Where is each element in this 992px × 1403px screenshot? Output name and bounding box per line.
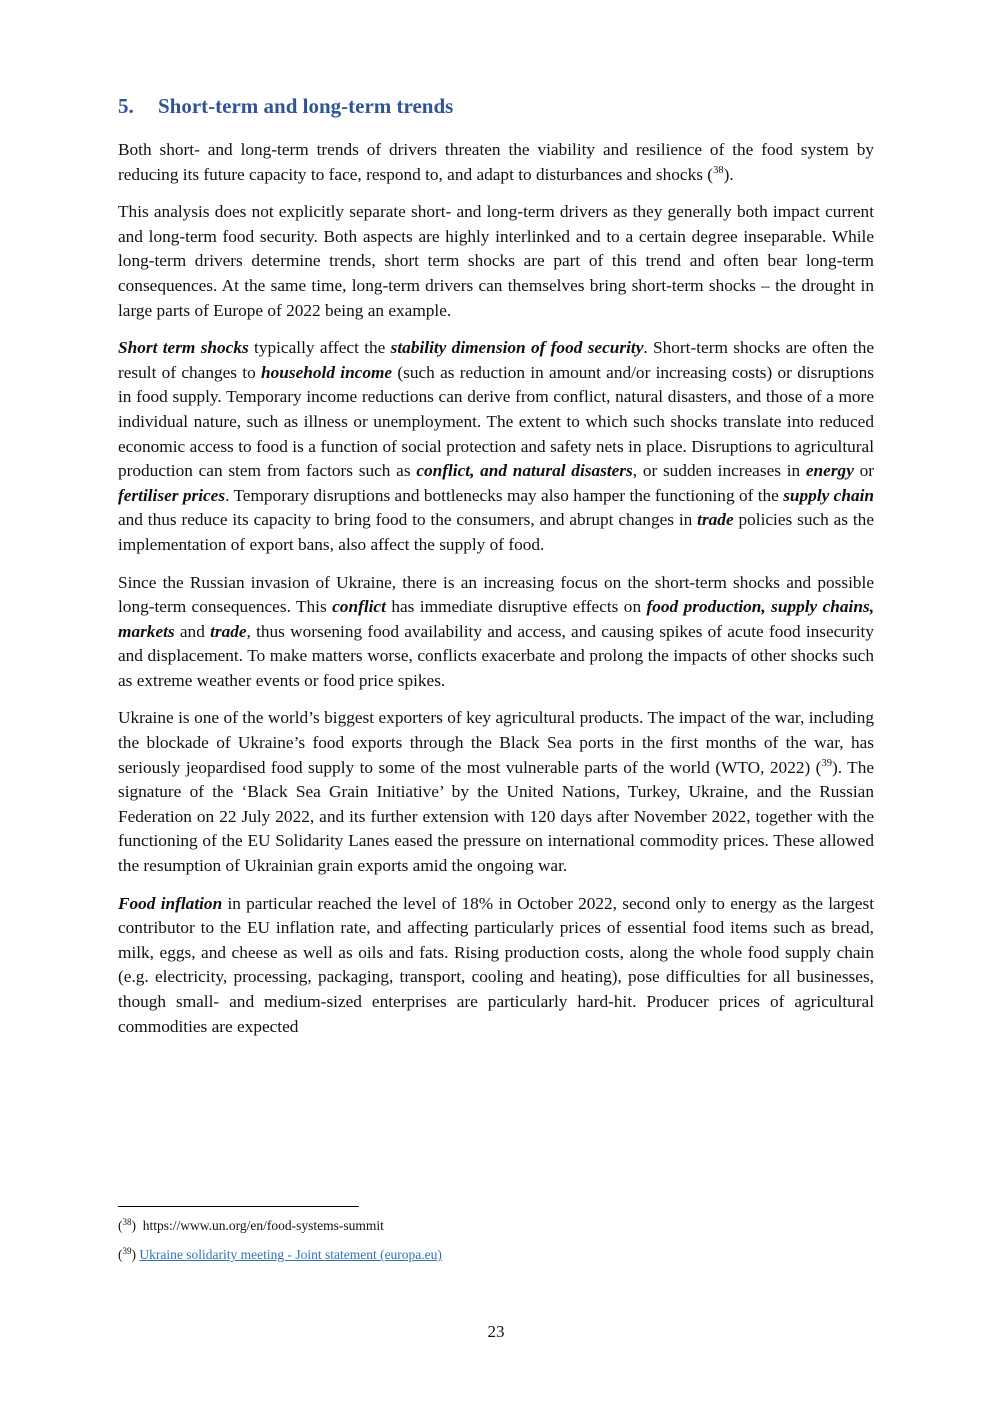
footnote-ref-38[interactable]: 38 bbox=[713, 164, 724, 176]
section-title: Short-term and long-term trends bbox=[158, 94, 454, 118]
emphasis: food production, supply chains, markets bbox=[118, 597, 875, 641]
footnote-paren: ) bbox=[131, 1247, 136, 1262]
footnote-38 bbox=[118, 1216, 874, 1235]
footnote-paren: ( bbox=[118, 1218, 123, 1233]
text-run: ). bbox=[723, 164, 734, 184]
text-run: in particular reached the level of 18% in October 2022, second only to energy as the largest contributor to the EU inflation rate, and affecting particularly prices of essential food items such as bread, milk, eggs, and cheese as well as oils and fats. Rising production costs, along the whole food supply chain (e.g. electricity, processing, packaging, transport, cooling and heating), pose difficulties for all businesses, though small- and medium-sized enterprises are particularly hard-hit. Producer prices of agricultural commodities are expected bbox=[118, 893, 874, 1036]
text-run: . Temporary disruptions and bottlenecks may also hamper the functioning of the bbox=[225, 485, 784, 505]
text-run: Both short- and long-term trends of drivers threaten the viability and resilience of the food system by reducing its future capacity to face, respond to, and adapt to disturbances and shocks ( bbox=[118, 140, 874, 184]
text-run: policies such as the implementation of export bans, also affect the supply of food. bbox=[118, 510, 874, 554]
footnote-paren: ( bbox=[118, 1247, 123, 1262]
text-run: . Short-term shocks are often the result of changes to bbox=[118, 338, 874, 382]
emphasis: fertiliser prices bbox=[118, 485, 226, 505]
paragraph-2 bbox=[118, 200, 874, 323]
paragraph-6 bbox=[118, 892, 874, 1040]
emphasis: trade bbox=[210, 621, 247, 641]
text-run: and thus reduce its capacity to bring food to the consumers, and abrupt changes in bbox=[118, 510, 698, 530]
footnote-39 bbox=[118, 1245, 874, 1264]
footnote-ref-39[interactable]: 39 bbox=[821, 757, 832, 769]
text-run: ). The signature of the ‘Black Sea Grain Initiative’ by the United Nations, Turkey, Ukraine, and the Russian Federation on 22 July 2022, and its further extension with 120 days after November 2022, together with the functioning of the EU Solidarity Lanes eased the pressure on international commodity prices. These allowed the resumption of Ukrainian grain exports amid the ongoing war. bbox=[118, 757, 875, 876]
text-run: This analysis does not explicitly separate short- and long-term drivers as they generally both impact current and long-term food security. Both aspects are highly interlinked and to a certain degree inseparable. While long-term drivers determine trends, short term shocks are part of this trend and often bear long-term consequences. At the same time, long-term drivers can themselves bring short-term shocks – the drought in large parts of Europe of 2022 being an example. bbox=[118, 202, 874, 320]
emphasis: stability dimension of food security bbox=[390, 338, 644, 358]
emphasis: supply chain bbox=[783, 485, 874, 505]
paragraph-5 bbox=[118, 706, 874, 878]
text-run: , thus worsening food availability and access, and causing spikes of acute food insecurity and displacement. To make matters worse, conflicts exacerbate and prolong the impacts of other shocks such as extreme weather events or food price spikes. bbox=[118, 621, 874, 690]
text-run: typically affect the bbox=[248, 338, 391, 358]
footnote-paren: ) bbox=[131, 1218, 136, 1233]
text-run: Since the Russian invasion of Ukraine, there is an increasing focus on the short-term shocks and possible long-term consequences. This bbox=[118, 572, 874, 617]
text-run: has immediate disruptive effects on bbox=[385, 597, 647, 617]
emphasis: trade bbox=[697, 510, 734, 530]
page-body bbox=[118, 92, 874, 1052]
emphasis: Short term shocks bbox=[118, 338, 249, 358]
text-run: (such as reduction in amount and/or increasing costs) or disruptions in food supply. Temporary income reductions can derive from conflict, natural disasters, and those of a more individual nature, such as illness or unemployment. The extent to which such shocks translate into reduced economic access to food is a function of social protection and safety nets in place. Disruptions to agricultural production can stem from factors such as bbox=[118, 362, 875, 481]
paragraph-4 bbox=[118, 571, 874, 694]
footnote-link[interactable]: Ukraine solidarity meeting - Joint statement (europa.eu) bbox=[139, 1247, 442, 1262]
emphasis: conflict bbox=[332, 597, 386, 617]
footnotes bbox=[118, 1216, 874, 1274]
footnote-number: 39 bbox=[122, 1246, 132, 1256]
footnote-number: 38 bbox=[122, 1217, 132, 1227]
paragraph-3 bbox=[118, 336, 874, 557]
emphasis: conflict, and natural disasters bbox=[416, 461, 633, 481]
paragraph-1 bbox=[118, 138, 874, 187]
text-run: , or sudden increases in bbox=[632, 461, 806, 481]
footnote-separator bbox=[118, 1206, 359, 1207]
emphasis: Food inflation bbox=[118, 893, 223, 913]
page-number: 23 bbox=[487, 1322, 505, 1341]
text-run: or bbox=[853, 461, 875, 481]
emphasis: household income bbox=[261, 362, 393, 382]
footnote-url: https://www.un.org/en/food-systems-summit bbox=[142, 1218, 384, 1233]
section-number: 5. bbox=[118, 94, 134, 118]
text-run: Ukraine is one of the world’s biggest exporters of key agricultural products. The impact of the war, including the blockade of Ukraine’s food exports through the Black Sea ports in the first months of the war, has seriously jeopardised food supply to some of the most vulnerable parts of the world (WTO, 2022) ( bbox=[118, 708, 874, 777]
emphasis: energy bbox=[805, 461, 854, 481]
section-heading bbox=[118, 92, 874, 120]
text-run: and bbox=[174, 621, 211, 641]
